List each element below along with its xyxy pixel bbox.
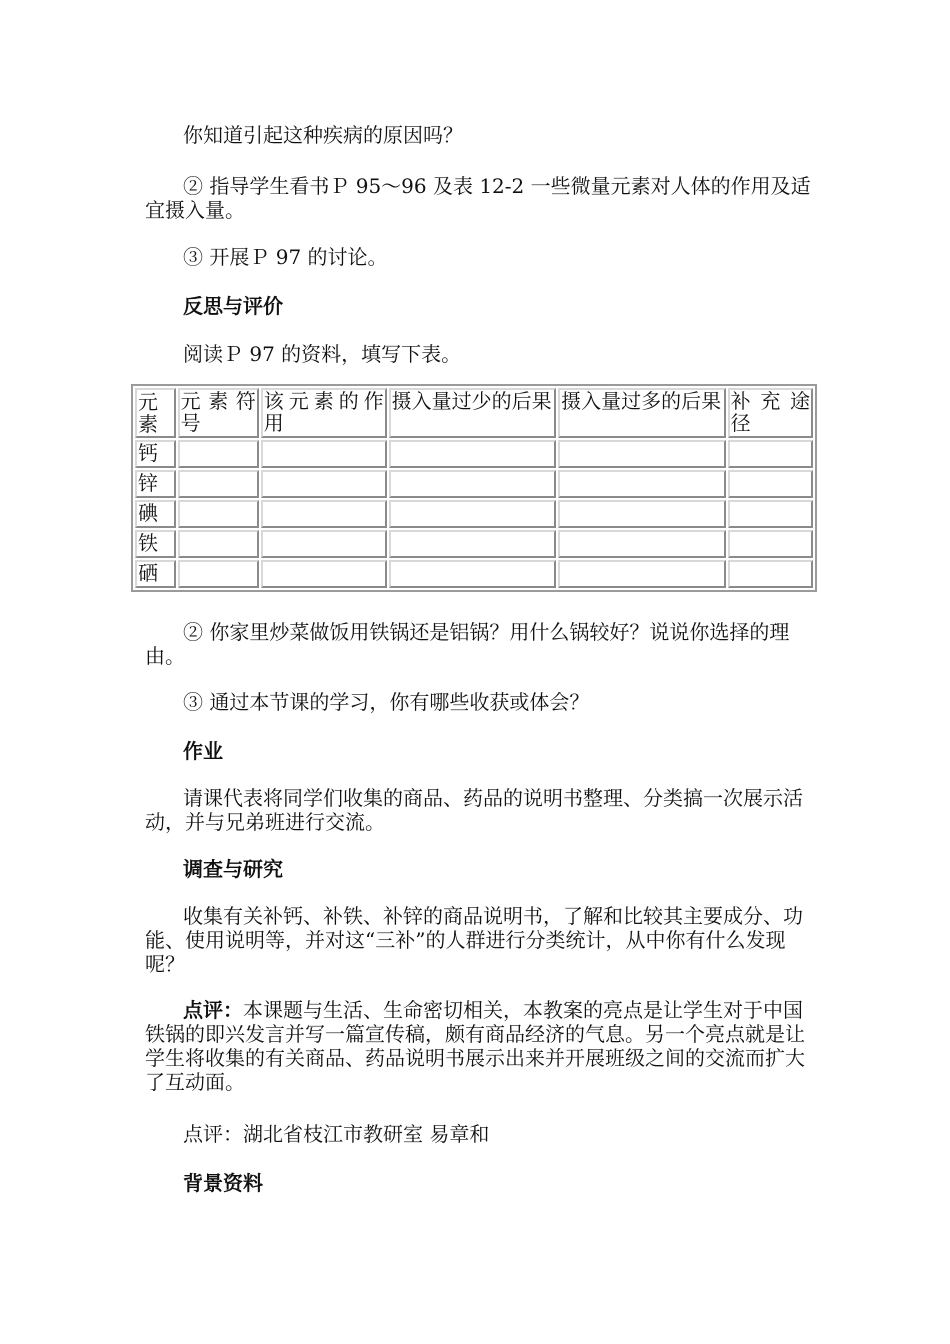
table-header-cell: 元 素 符号 xyxy=(178,388,259,438)
table-row-label: 碘 xyxy=(135,500,176,528)
table-cell[interactable] xyxy=(178,440,259,468)
table-cell[interactable] xyxy=(261,470,387,498)
paragraph-homework: 请课代表将同学们收集的商品、药品的说明书整理、分类搞一次展示活动，并与兄弟班进行交流。 xyxy=(145,786,803,834)
table-header-cell: 元素 xyxy=(135,388,176,438)
paragraph-comment xyxy=(145,998,815,1094)
table-cell[interactable] xyxy=(178,530,259,558)
table-cell[interactable] xyxy=(178,470,259,498)
table-row xyxy=(135,560,813,588)
table-header-row xyxy=(135,388,813,438)
table-cell[interactable] xyxy=(728,470,813,498)
table-cell[interactable] xyxy=(558,470,726,498)
paragraph-question: 你知道引起这种疾病的原因吗？ xyxy=(183,123,463,147)
table-cell[interactable] xyxy=(728,500,813,528)
table-cell[interactable] xyxy=(261,530,387,558)
table-row xyxy=(135,440,813,468)
paragraph-guide-reading: ② 指导学生看书Ｐ 95～96 及表 12-2 一些微量元素对人体的作用及适宜摄入量。 xyxy=(145,174,811,222)
paragraph-reviewer: 点评：湖北省枝江市教研室 易章和 xyxy=(183,1122,490,1146)
table-row-label: 锌 xyxy=(135,470,176,498)
table-cell[interactable] xyxy=(558,530,726,558)
element-table xyxy=(131,384,817,592)
heading-reflection: 反思与评价 xyxy=(183,294,283,318)
table-row-label: 铁 xyxy=(135,530,176,558)
table-cell[interactable] xyxy=(261,440,387,468)
table-cell[interactable] xyxy=(389,470,557,498)
table-cell[interactable] xyxy=(389,560,557,588)
comment-label: 点评： xyxy=(183,998,243,1022)
table-cell[interactable] xyxy=(389,530,557,558)
heading-research: 调查与研究 xyxy=(183,857,283,881)
paragraph-discussion: ③ 开展Ｐ 97 的讨论。 xyxy=(183,245,388,269)
table-header-cell: 该元素的作用 xyxy=(261,388,387,438)
paragraph-wok-question: ② 你家里炒菜做饭用铁锅还是铝锅？用什么锅较好？说说你选择的理由。 xyxy=(145,620,790,668)
table-cell[interactable] xyxy=(728,560,813,588)
table-cell[interactable] xyxy=(728,440,813,468)
table-row-label: 硒 xyxy=(135,560,176,588)
table-cell[interactable] xyxy=(728,530,813,558)
table-cell[interactable] xyxy=(261,500,387,528)
table-cell[interactable] xyxy=(261,560,387,588)
table-cell[interactable] xyxy=(558,440,726,468)
table-cell[interactable] xyxy=(389,440,557,468)
paragraph-research: 收集有关补钙、补铁、补锌的商品说明书，了解和比较其主要成分、功能、使用说明等，并对这“三补”的人群进行分类统计，从中你有什么发现呢？ xyxy=(145,904,803,976)
table-cell[interactable] xyxy=(558,560,726,588)
table-cell[interactable] xyxy=(178,560,259,588)
table-cell[interactable] xyxy=(558,500,726,528)
paragraph-read-fill: 阅读Ｐ 97 的资料，填写下表。 xyxy=(183,342,462,366)
table-row xyxy=(135,500,813,528)
comment-text: 本课题与生活、生命密切相关，本教案的亮点是让学生对于中国铁锅的即兴发言并写一篇宣传稿，颇有商品经济的气息。另一个亮点就是让学生将收集的有关商品、药品说明书展示出来并开展班级之间的交流而扩大了互动面。 xyxy=(145,998,805,1094)
table-header-cell: 摄入量过少的后果 xyxy=(389,388,557,438)
heading-homework: 作业 xyxy=(183,739,223,763)
table-header-cell: 补 充 途径 xyxy=(728,388,813,438)
table-cell[interactable] xyxy=(178,500,259,528)
heading-background: 背景资料 xyxy=(183,1171,263,1195)
table-row-label: 钙 xyxy=(135,440,176,468)
table-row xyxy=(135,470,813,498)
table-row xyxy=(135,530,813,558)
table-cell[interactable] xyxy=(389,500,557,528)
paragraph-takeaways: ③ 通过本节课的学习，你有哪些收获或体会？ xyxy=(183,690,590,714)
table-header-cell: 摄入量过多的后果 xyxy=(558,388,726,438)
